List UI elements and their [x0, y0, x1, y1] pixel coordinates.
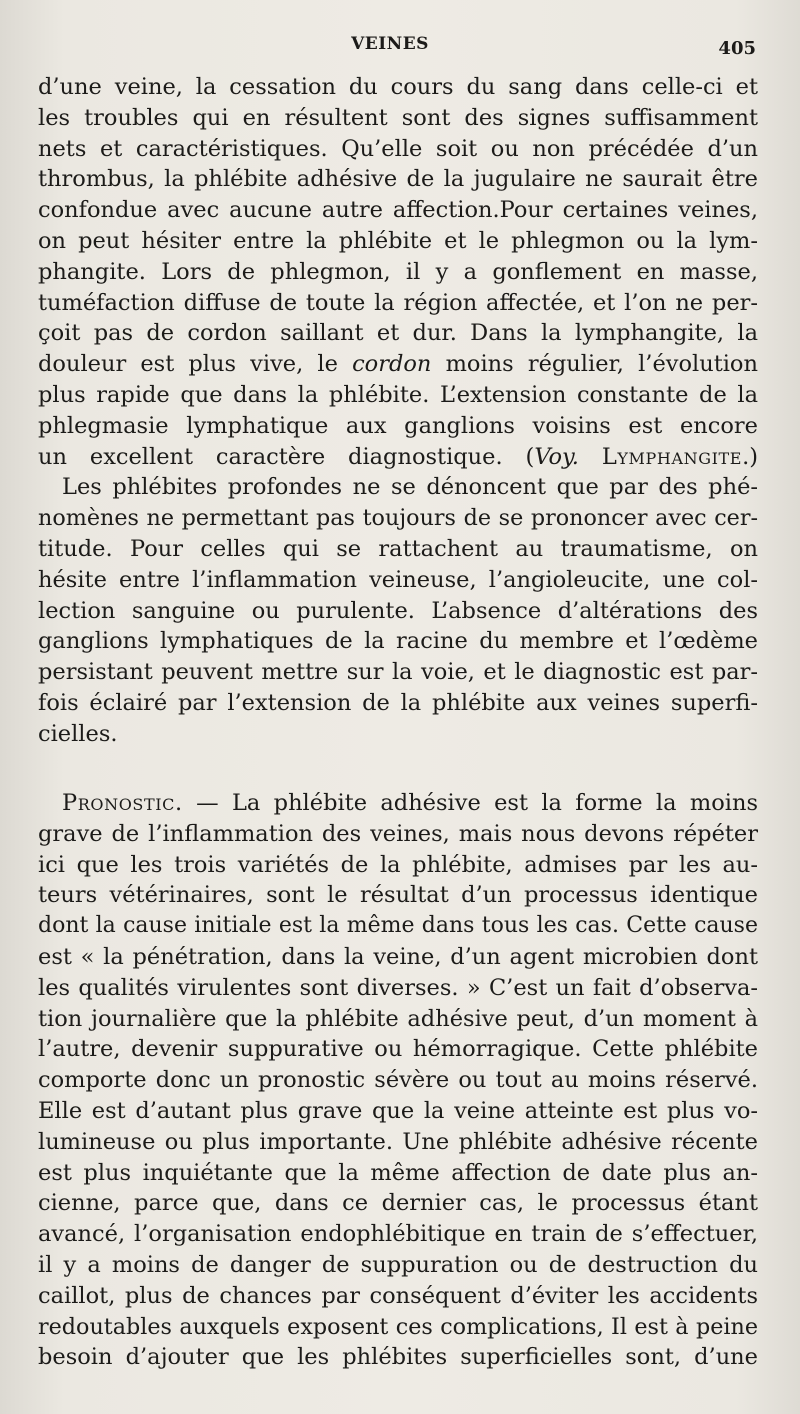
text-line: phangite. Lors de phlegmon, il y a gonflement en masse,: [38, 258, 758, 285]
text-line: hésite entre l’inflammation veineuse, l’angioleucite, une col-: [38, 566, 758, 593]
text-line: on peut hésiter entre la phlébite et le phlegmon ou la lym-: [38, 227, 758, 254]
section-heading: Pronostic.: [62, 790, 183, 816]
text-line: dont la cause initiale est la même dans tous les cas. Cette cause: [38, 913, 758, 939]
text-line: comporte donc un pronostic sévère ou tout au moins réservé.: [38, 1067, 758, 1094]
text-line: il y a moins de danger de suppuration ou de destruction du: [38, 1251, 758, 1278]
text-line: confondue avec aucune autre affection.Pour certaines veines,: [38, 197, 758, 224]
text-run: — La phlébite adhésive est la forme la moins: [182, 790, 758, 816]
text-line: Les phlébites profondes ne se dénoncent que par des phé-: [62, 474, 758, 501]
text-line: cienne, parce que, dans ce dernier cas, le processus étant: [38, 1190, 758, 1217]
italic-term: Voy.: [534, 443, 579, 470]
text-line: ici que les trois variétés de la phlébite, admises par les au-: [38, 851, 758, 878]
text-line: titude. Pour celles qui se rattachent au traumatisme, on: [38, 535, 758, 562]
text-line: [38, 442, 758, 473]
text-line: nomènes ne permettant pas toujours de se prononcer avec cer-: [38, 505, 758, 532]
section-pronostic: [38, 788, 758, 1373]
text-line: plus rapide que dans la phlébite. L’extension constante de la: [38, 381, 758, 408]
text-line: caillot, plus de chances par conséquent d’éviter les accidents: [38, 1282, 758, 1309]
text-line: grave de l’inflammation des veines, mais nous devons répéter: [38, 820, 758, 847]
text-line: tuméfaction diffuse de toute la région affectée, et l’on ne per-: [38, 289, 758, 316]
text-line: les qualités virulentes sont diverses. » C’est un fait d’observa-: [38, 974, 758, 1001]
text-line: [38, 788, 758, 819]
text-line: les troubles qui en résultent sont des signes suffisamment: [38, 104, 758, 131]
text-line: thrombus, la phlébite adhésive de la jugulaire ne saurait être: [38, 166, 758, 193]
text-run: moins régulier, l’évolution: [431, 351, 758, 378]
text-run: .): [742, 443, 758, 470]
text-line: persistant peuvent mettre sur la voie, et le diagnostic est par-: [38, 659, 758, 686]
text-line: lumineuse ou plus importante. Une phlébite adhésive récente: [38, 1128, 758, 1155]
text-line: phlegmasie lymphatique aux ganglions voisins est encore: [38, 412, 758, 439]
text-line: teurs vétérinaires, sont le résultat d’un processus identique: [38, 882, 758, 909]
text-line: lection sanguine ou purulente. L’absence d’altérations des: [38, 597, 758, 624]
text-line: avancé, l’organisation endophlébitique en train de s’effectuer,: [38, 1221, 758, 1248]
text-line: l’autre, devenir suppurative ou hémorragique. Cette phlébite: [38, 1036, 758, 1063]
text-line: cielles.: [38, 720, 118, 747]
text-line: tion journalière que la phlébite adhésive peut, d’un moment à: [38, 1005, 758, 1032]
text-run: douleur est plus vive, le: [38, 351, 353, 378]
text-line: d’une veine, la cessation du cours du sang dans celle-ci et: [38, 74, 758, 100]
text-line: fois éclairé par l’extension de la phlébite aux veines superfi-: [38, 689, 758, 716]
text-line: ganglions lymphatiques de la racine du membre et l’œdème: [38, 628, 758, 655]
text-line: [38, 349, 758, 380]
running-title: VEINES: [351, 34, 429, 54]
text-line: est plus inquiétante que la même affection de date plus an-: [38, 1159, 758, 1186]
page-number: 405: [718, 38, 756, 59]
italic-term: cordon: [352, 351, 432, 378]
text-line: est « la pénétration, dans la veine, d’un agent microbien dont: [38, 943, 758, 970]
text-run: un excellent caractère diagnostique. (: [38, 443, 535, 470]
cross-reference: Lymphangite: [601, 443, 743, 470]
text-line: besoin d’ajouter que les phlébites superficielles sont, d’une: [38, 1344, 758, 1371]
text-run: [579, 444, 602, 470]
text-line: redoutables auxquels exposent ces complications, Il est à peine: [38, 1313, 758, 1340]
running-head: [0, 34, 800, 60]
text-line: Elle est d’autant plus grave que la veine atteinte est plus vo-: [38, 1097, 758, 1124]
text-line: çoit pas de cordon saillant et dur. Dans la lymphangite, la: [38, 320, 758, 347]
body-text: [38, 72, 758, 750]
text-line: nets et caractéristiques. Qu’elle soit ou non précédée d’un: [38, 135, 758, 162]
